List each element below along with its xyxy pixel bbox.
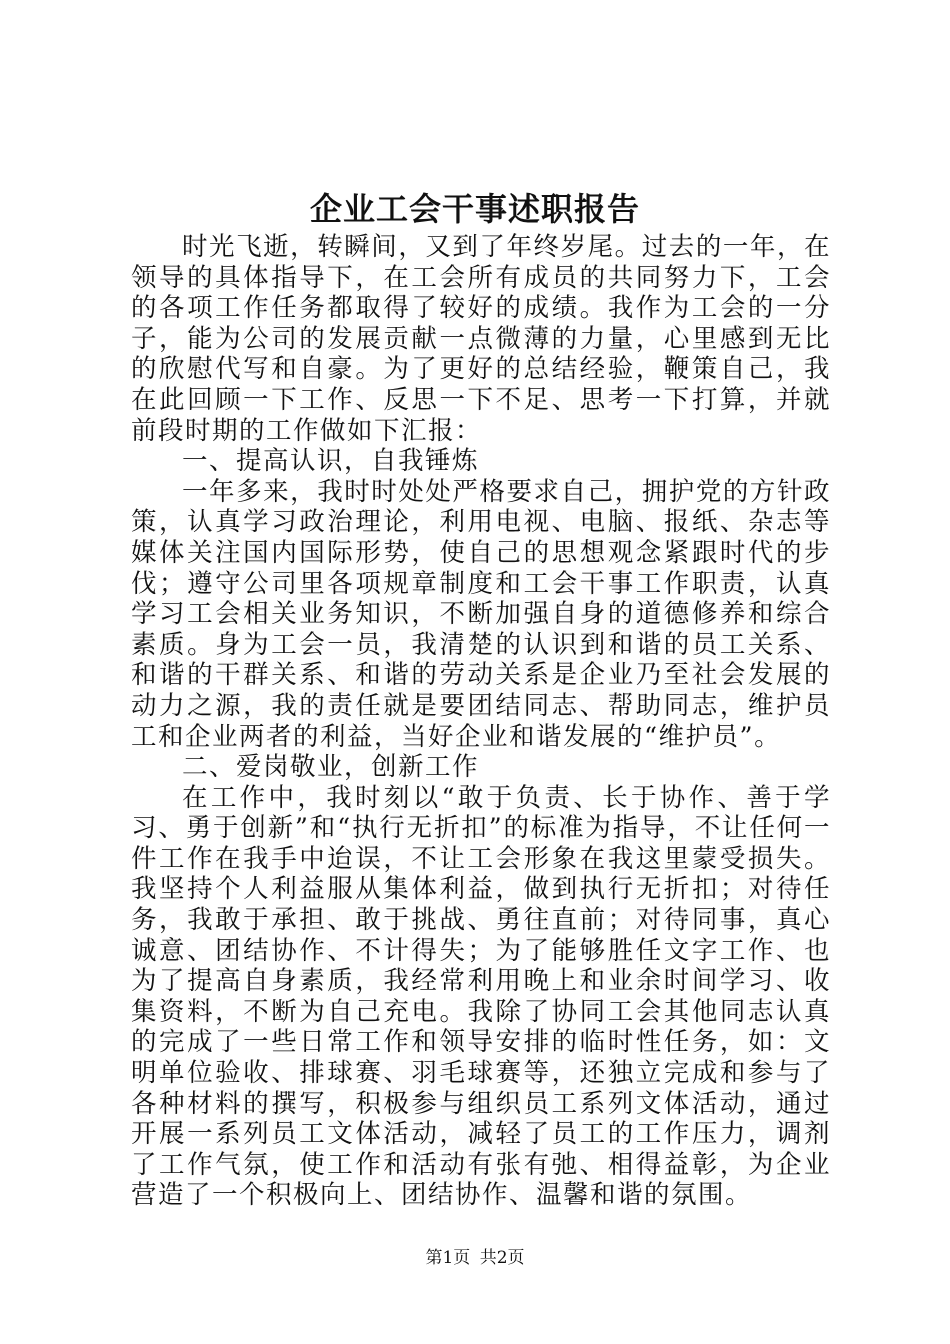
page-footer [0, 1243, 950, 1268]
intro-paragraph: 时光飞逝，转瞬间，又到了年终岁尾。过去的一年，在领导的具体指导下，在工会所有成员的共同努力下，工会的各项工作任务都取得了较好的成绩。我作为工会的一分子，能为公司的发展贡献一点微薄的力量，心里感到无比的欣慰代写和自豪。为了更好的总结经验，鞭策自己，我在此回顾一下工作、反思一下不足、思考一下打算，并就前段时期的工作做如下汇报： [131, 232, 831, 446]
section-heading-1: 一、提高认识，自我锤炼 [182, 446, 480, 477]
section-1-paragraph: 一年多来，我时时处处严格要求自己，拥护党的方针政策，认真学习政治理论，利用电视、电脑、报纸、杂志等媒体关注国内国际形势，使自己的思想观念紧跟时代的步伐；遵守公司里各项规章制度和工会干事工作职责，认真学习工会相关业务知识，不断加强自身的道德修养和综合素质。身为工会一员，我清楚的认识到和谐的员工关系、和谐的干群关系、和谐的劳动关系是企业乃至社会发展的动力之源，我的责任就是要团结同志、帮助同志，维护员工和企业两者的利益，当好企业和谐发展的“维护员”。 [131, 476, 831, 752]
section-2-paragraph: 在工作中，我时刻以“敢于负责、长于协作、善于学习、勇于创新”和“执行无折扣”的标准为指导，不让任何一件工作在我手中迨误，不让工会形象在我这里蒙受损失。我坚持个人利益服从集体利益，做到执行无折扣；对待任务，我敢于承担、敢于挑战、勇往直前；对待同事，真心诚意、团结协作、不计得失；为了能够胜任文字工作、也为了提高自身素质，我经常利用晚上和业余时间学习、收集资料，不断为自己充电。我除了协同工会其他同志认真的完成了一些日常工作和领导安排的临时性任务，如：文明单位验收、排球赛、羽毛球赛等，还独立完成和参与了各种材料的撰写，积极参与组织员工系列文体活动，通过开展一系列员工文体活动，减轻了员工的工作压力，调剂了工作气氛，使工作和活动有张有弛、相得益彰，为企业营造了一个积极向上、团结协作、温馨和谐的氛围。 [131, 782, 831, 1211]
document-body [131, 232, 831, 1211]
page-number-total: 共2页 [479, 1248, 525, 1268]
section-heading-2: 二、爱岗敬业，创新工作 [182, 752, 480, 783]
document-title: 企业工会干事述职报告 [309, 190, 640, 228]
page-number-current: 第1页 [425, 1248, 471, 1268]
